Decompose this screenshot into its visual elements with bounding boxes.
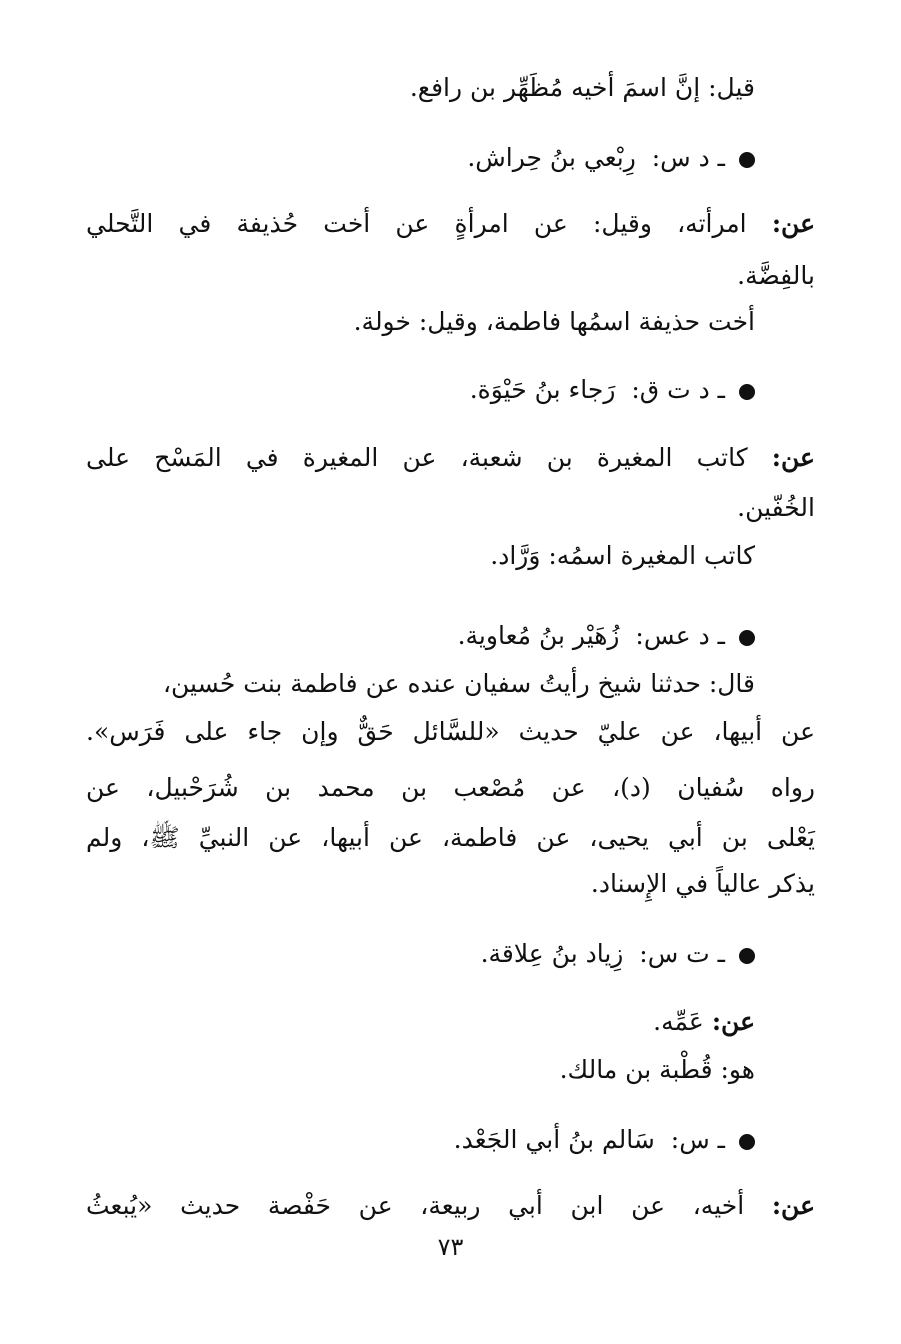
entry-code: ـ د عس: bbox=[635, 621, 725, 650]
text-line: بالفِضَّة. bbox=[737, 261, 815, 290]
bullet-icon bbox=[739, 384, 755, 400]
text-line: يذكر عالياً في الإِسناد. bbox=[590, 869, 815, 898]
text-line bbox=[86, 1188, 815, 1224]
entry-code: ـ د س: bbox=[651, 143, 725, 172]
entry-name: سَالم بنُ أبي الجَعْد. bbox=[453, 1125, 655, 1154]
text-line: قيل: إنَّ اسمَ أخيه مُظَهِّر بن رافع. bbox=[409, 73, 755, 102]
text-line bbox=[86, 206, 815, 242]
entry-name: زِياد بنُ عِلاقة. bbox=[480, 939, 624, 968]
entry-code: ـ ت س: bbox=[639, 939, 725, 968]
an-label: عن: bbox=[771, 443, 815, 472]
page-number: ٧٣ bbox=[437, 1233, 464, 1261]
line-text: عَمِّه. bbox=[653, 1007, 704, 1036]
entry-heading bbox=[86, 1122, 755, 1158]
an-label: عن: bbox=[771, 209, 815, 238]
line-text: امرأته، وقيل: عن امرأةٍ عن أخت حُذيفة في التَّحلي bbox=[86, 209, 747, 238]
bullet-icon bbox=[739, 630, 755, 646]
line-text: كاتب المغيرة بن شعبة، عن المغيرة في المَسْح على bbox=[86, 443, 748, 472]
text-line: كاتب المغيرة اسمُه: وَرَّاد. bbox=[490, 541, 755, 570]
entry-heading bbox=[86, 618, 755, 654]
entry-heading bbox=[86, 936, 755, 972]
text-line: الخُفّين. bbox=[737, 493, 815, 522]
bullet-icon bbox=[739, 152, 755, 168]
entry-name: رِبْعي بنُ حِراش. bbox=[467, 143, 636, 172]
text-line: أخت حذيفة اسمُها فاطمة، وقيل: خولة. bbox=[353, 307, 755, 336]
an-label: عن: bbox=[711, 1007, 755, 1036]
bullet-icon bbox=[739, 948, 755, 964]
text-line: رواه سُفيان (د)، عن مُصْعب بن محمد بن شُرَحْبيل، عن bbox=[86, 773, 815, 802]
text-line bbox=[86, 440, 815, 476]
text-line: عن أبيها، عن عليّ حديث «للسَّائل حَقٌّ وإن جاء على فَرَس». bbox=[86, 717, 815, 746]
entry-code: ـ د ت ق: bbox=[631, 375, 725, 404]
entry-heading bbox=[86, 140, 755, 176]
bullet-icon bbox=[739, 1134, 755, 1150]
text-line bbox=[86, 1004, 755, 1040]
entry-name: زُهَيْر بنُ مُعاوية. bbox=[457, 621, 620, 650]
entry-heading bbox=[86, 372, 755, 408]
text-line: هو: قُطْبة بن مالك. bbox=[559, 1055, 755, 1084]
entry-code: ـ س: bbox=[670, 1125, 725, 1154]
text-line: قال: حدثنا شيخ رأيتُ سفيان عنده عن فاطمة بنت حُسين، bbox=[162, 669, 755, 698]
an-label: عن: bbox=[771, 1191, 815, 1220]
line-text: أخيه، عن ابن أبي ربيعة، عن حَفْصة حديث «يُبعثُ bbox=[86, 1191, 745, 1220]
entry-name: رَجاء بنُ حَيْوَة. bbox=[469, 375, 616, 404]
text-line: يَعْلى بن أبي يحيى، عن فاطمة، عن أبيها، عن النبيِّ ﷺ، ولم bbox=[86, 823, 815, 852]
